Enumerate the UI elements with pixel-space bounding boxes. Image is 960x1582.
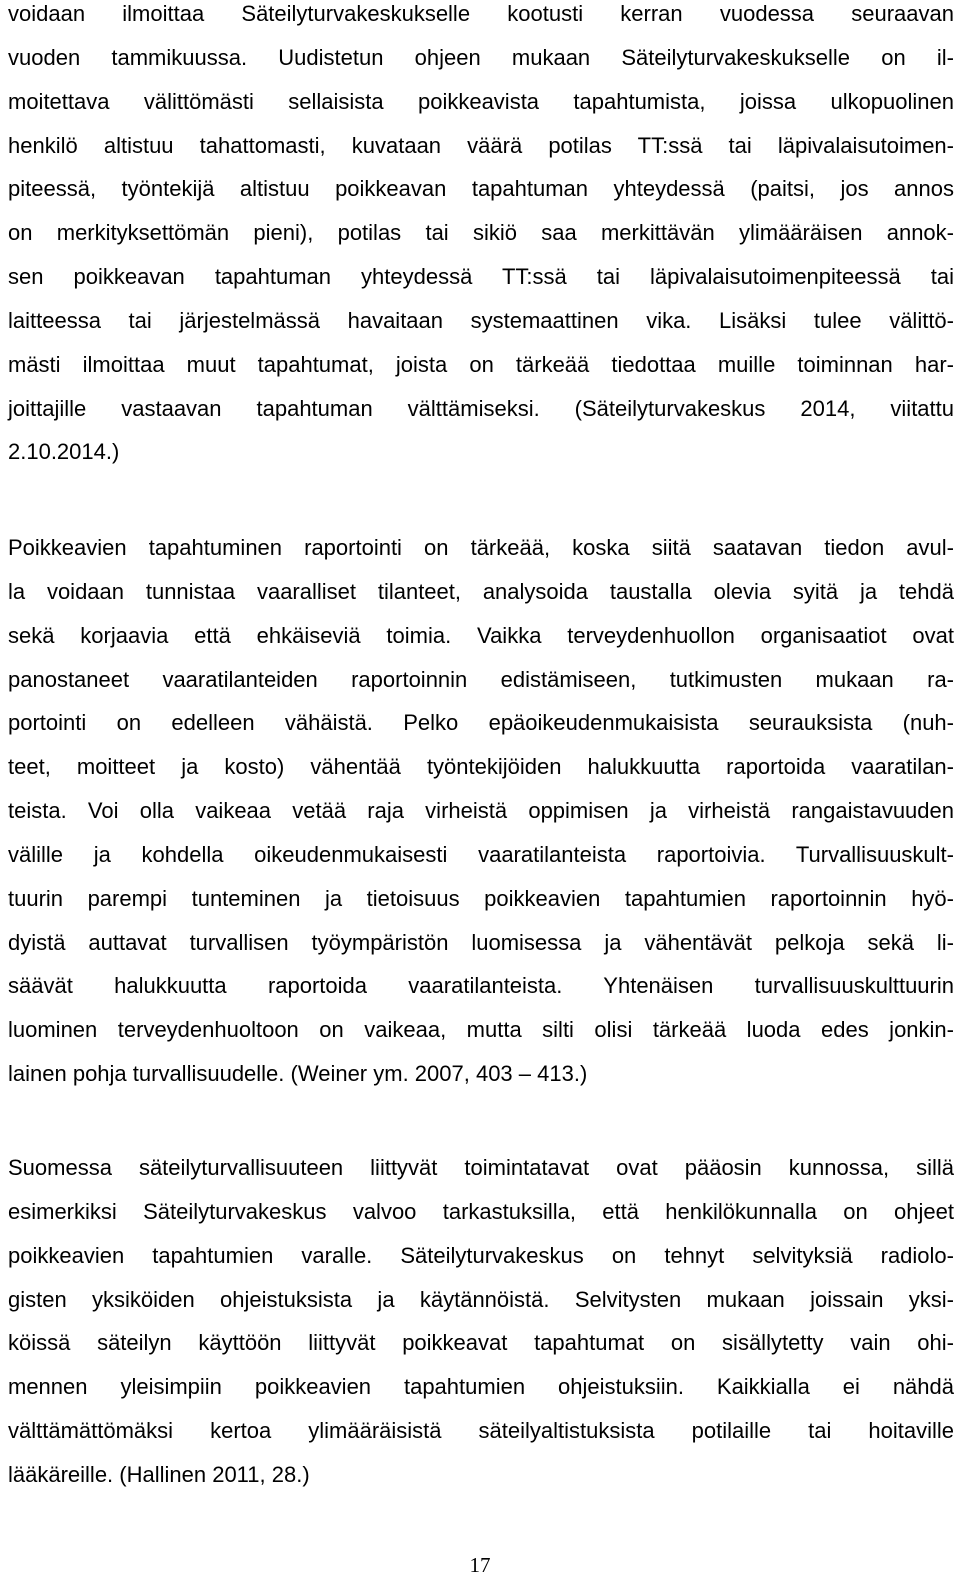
text-line: moitettava välittömästi sellaisista poikkeavista tapahtumista, joissa ulkopuolinen — [8, 88, 954, 114]
text-line: voidaan ilmoittaa Säteilyturvakeskukselle kootusti kerran vuodessa seuraavan — [8, 1, 954, 26]
text-line: esimerkiksi Säteilyturvakeskus valvoo tarkastuksilla, että henkilökunnalla on ohjeet — [8, 1198, 954, 1224]
paragraph-incident-reporting — [8, 526, 954, 1096]
text-line: gisten yksiköiden ohjeistuksista ja käytännöistä. Selvitysten mukaan joissain yksi- — [8, 1286, 954, 1312]
text-line: teet, moitteet ja kosto) vähentää työntekijöiden halukkuutta raportoida vaaratilan- — [8, 754, 954, 780]
text-line: välille ja kohdella oikeudenmukaisesti vaaratilanteista raportoivia. Turvallisuuskult- — [8, 841, 954, 867]
text-line: on merkityksettömän pieni), potilas tai sikiö saa merkittävän ylimääräisen annok- — [8, 220, 954, 246]
text-line: portointi on edelleen vähäistä. Pelko epäoikeudenmukaisista seurauksista (nuh- — [8, 710, 954, 736]
text-line: säävät halukkuutta raportoida vaaratilanteista. Yhtenäisen turvallisuuskulttuurin — [8, 973, 954, 999]
text-line: välttämättömäksi kertoa ylimääräisistä säteilyaltistuksista potilaille tai hoitaville — [8, 1418, 954, 1444]
text-line: la voidaan tunnistaa vaaralliset tilanteet, analysoida taustalla olevia syitä ja tehdä — [8, 578, 954, 604]
paragraph-radiation-safety-finland — [8, 1146, 954, 1497]
text-line: tuurin parempi tunteminen ja tietoisuus poikkeavien tapahtumien raportoinnin hyö- — [8, 885, 954, 911]
text-line: 2.10.2014.) — [8, 439, 120, 465]
paragraph-reporting-obligations — [8, 0, 954, 474]
text-line: mennen yleisimpiin poikkeavien tapahtumien ohjeistuksiin. Kaikkialla ei nähdä — [8, 1374, 954, 1400]
text-line: sen poikkeavan tapahtuman yhteydessä TT:ssä tai läpivalaisutoimenpiteessä tai — [8, 264, 954, 290]
text-line: joittajille vastaavan tapahtuman välttämiseksi. (Säteilyturvakeskus 2014, viitattu — [8, 395, 954, 421]
text-line: panostaneet vaaratilanteiden raportoinnin edistämiseen, tutkimusten mukaan ra- — [8, 666, 954, 692]
text-line: köissä säteilyn käyttöön liittyvät poikkeavat tapahtumat on sisällytetty vain ohi- — [8, 1330, 954, 1356]
text-line: Poikkeavien tapahtuminen raportointi on tärkeää, koska siitä saatavan tiedon avul- — [8, 535, 954, 560]
page-number: 17 — [469, 1553, 491, 1577]
text-line: lainen pohja turvallisuudelle. (Weiner ym. 2007, 403 – 413.) — [8, 1061, 588, 1087]
text-line: henkilö altistuu tahattomasti, kuvataan väärä potilas TT:ssä tai läpivalaisutoimen- — [8, 132, 954, 158]
text-line: teista. Voi olla vaikeaa vetää raja virheistä oppimisen ja virheistä rangaistavuuden — [8, 798, 954, 824]
text-line: mästi ilmoittaa muut tapahtumat, joista on tärkeää tiedottaa muille toiminnan har- — [8, 351, 954, 377]
text-line: poikkeavien tapahtumien varalle. Säteilyturvakeskus on tehnyt selvityksiä radiolo- — [8, 1242, 954, 1268]
text-line: laitteessa tai järjestelmässä havaitaan systemaattinen vika. Lisäksi tulee välittö- — [8, 307, 954, 333]
text-line: dyistä auttavat turvallisen työympäristön luomisessa ja vähentävät pelkoja sekä li- — [8, 929, 954, 955]
text-line: luominen terveydenhuoltoon on vaikeaa, mutta silti olisi tärkeää luoda edes jonkin- — [8, 1017, 954, 1043]
text-line: piteessä, työntekijä altistuu poikkeavan tapahtuman yhteydessä (paitsi, jos annos — [8, 176, 954, 202]
text-line: Suomessa säteilyturvallisuuteen liittyvät toimintatavat ovat pääosin kunnossa, sillä — [8, 1155, 954, 1180]
text-line: lääkäreille. (Hallinen 2011, 28.) — [8, 1461, 310, 1487]
text-line: sekä korjaavia että ehkäiseviä toimia. Vaikka terveydenhuollon organisaatiot ovat — [8, 622, 954, 648]
text-line: vuoden tammikuussa. Uudistetun ohjeen mukaan Säteilyturvakeskukselle on il- — [8, 44, 954, 70]
